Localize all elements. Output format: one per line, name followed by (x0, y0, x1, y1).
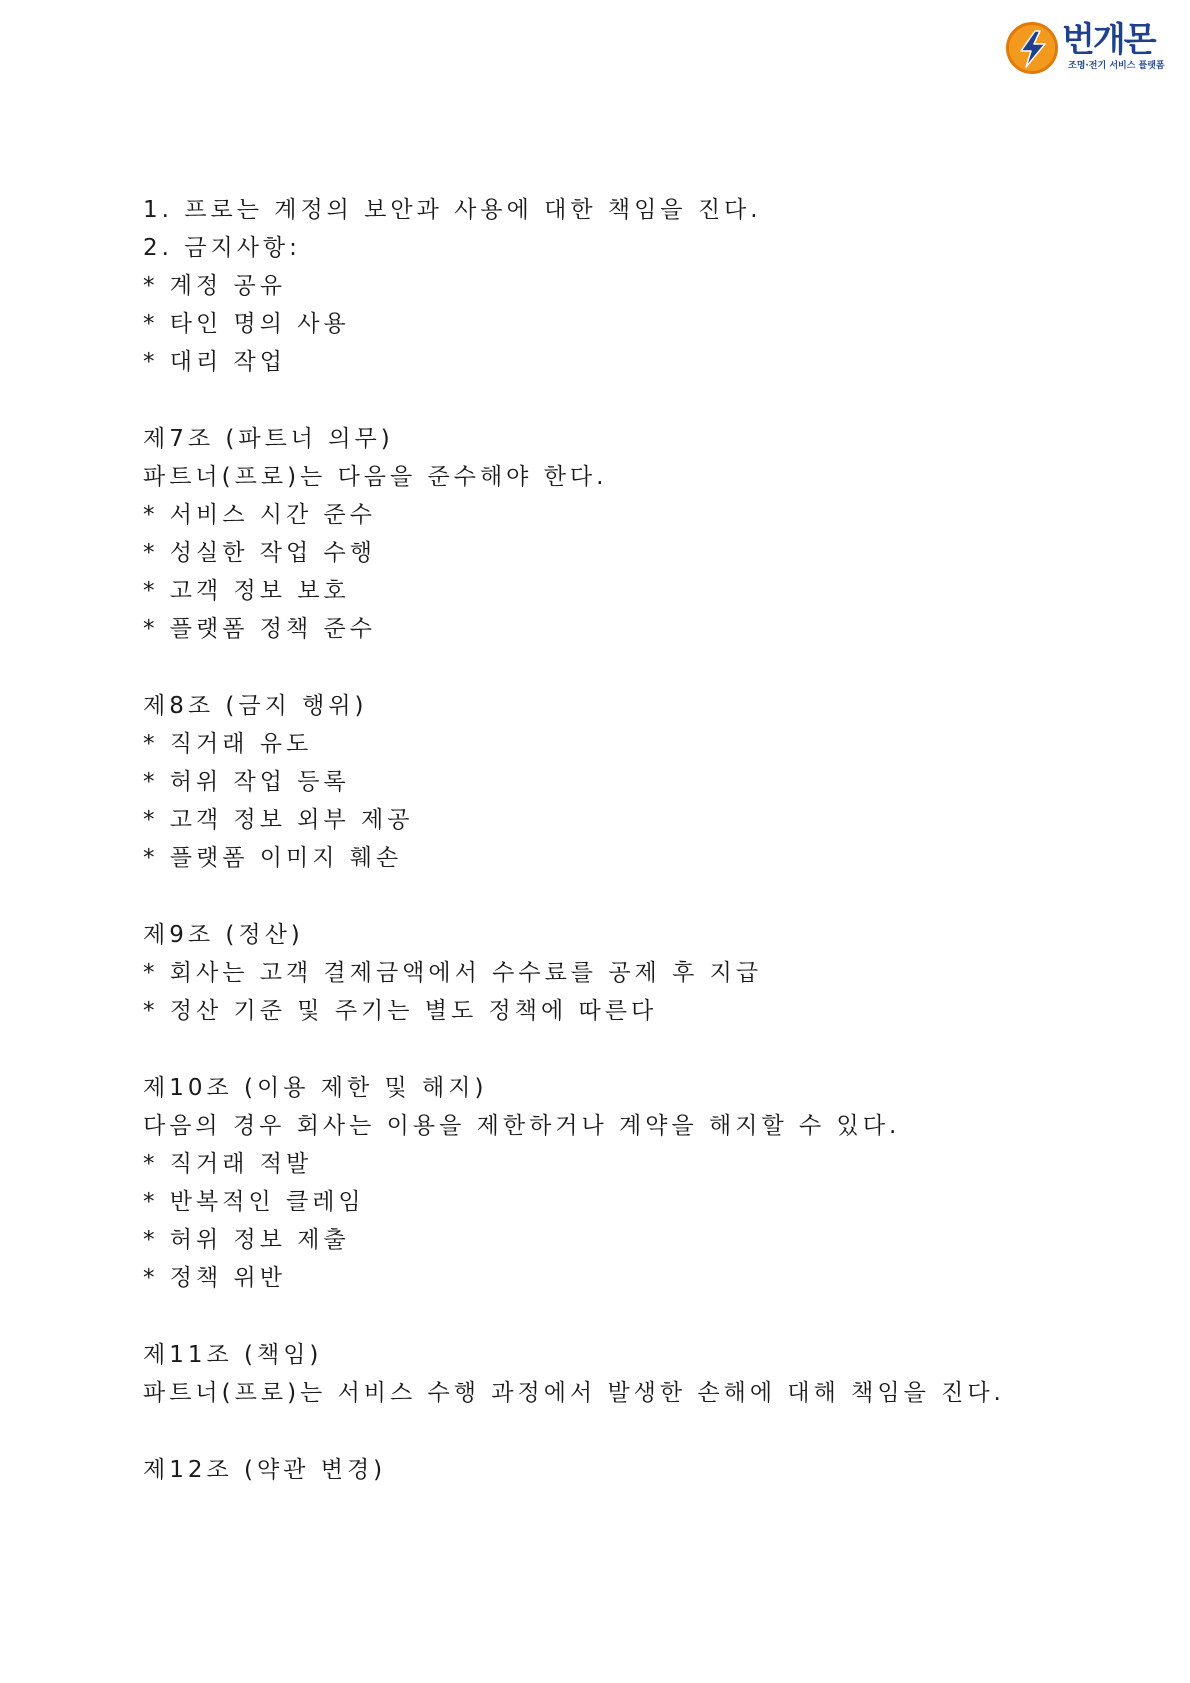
article-title: 제12조 (약관 변경) (143, 1457, 387, 1483)
bullet-item: * 계정 공유 (143, 273, 286, 299)
bullet-item: * 허위 작업 등록 (143, 769, 350, 795)
bullet-item: * 성실한 작업 수행 (143, 540, 376, 566)
bullet-item: * 정산 기준 및 주기는 별도 정책에 따른다 (143, 998, 658, 1024)
spacer (143, 1297, 1103, 1336)
bullet-item: * 플랫폼 이미지 훼손 (143, 845, 403, 871)
bullet-item: * 반복적인 클레임 (143, 1189, 365, 1215)
clause-line: 2. 금지사항: (143, 235, 301, 261)
spacer (143, 648, 1103, 687)
lightning-bolt-icon (1006, 22, 1058, 74)
bullet-item: * 직거래 유도 (143, 731, 313, 757)
spacer (143, 1412, 1103, 1451)
bullet-item: * 고객 정보 보호 (143, 578, 350, 604)
article-body: 파트너(프로)는 서비스 수행 과정에서 발생한 손해에 대해 책임을 진다. (143, 1380, 1005, 1406)
bullet-item: * 대리 작업 (143, 349, 286, 375)
article-title: 제10조 (이용 제한 및 해지) (143, 1075, 488, 1101)
bullet-item: * 서비스 시간 준수 (143, 502, 376, 528)
brand-logo (1006, 18, 1171, 76)
article-intro: 다음의 경우 회사는 이용을 제한하거나 계약을 해지할 수 있다. (143, 1113, 901, 1139)
bullet-item: * 회사는 고객 결제금액에서 수수료를 공제 후 지급 (143, 960, 763, 986)
article-title: 제8조 (금지 행위) (143, 693, 368, 719)
bullet-item: * 플랫폼 정책 준수 (143, 616, 376, 642)
bullet-item: * 고객 정보 외부 제공 (143, 807, 414, 833)
article-title: 제9조 (정산) (143, 922, 304, 948)
bullet-item: * 허위 정보 제출 (143, 1227, 350, 1253)
terms-body (143, 191, 1103, 1489)
bullet-item: * 정책 위반 (143, 1265, 286, 1291)
spacer (143, 877, 1103, 916)
spacer (143, 381, 1103, 420)
logo-tagline: 조명·전기 서비스 플랫폼 (1068, 61, 1165, 71)
spacer (143, 1030, 1103, 1069)
article-title: 제11조 (책임) (143, 1342, 323, 1368)
bullet-item: * 타인 명의 사용 (143, 311, 350, 337)
bullet-item: * 직거래 적발 (143, 1151, 313, 1177)
clause-line: 1. 프로는 계정의 보안과 사용에 대한 책임을 진다. (143, 197, 762, 223)
article-intro: 파트너(프로)는 다음을 준수해야 한다. (143, 464, 608, 490)
article-title: 제7조 (파트너 의무) (143, 426, 394, 452)
logo-wordmark: 번개몬 (1062, 20, 1155, 60)
